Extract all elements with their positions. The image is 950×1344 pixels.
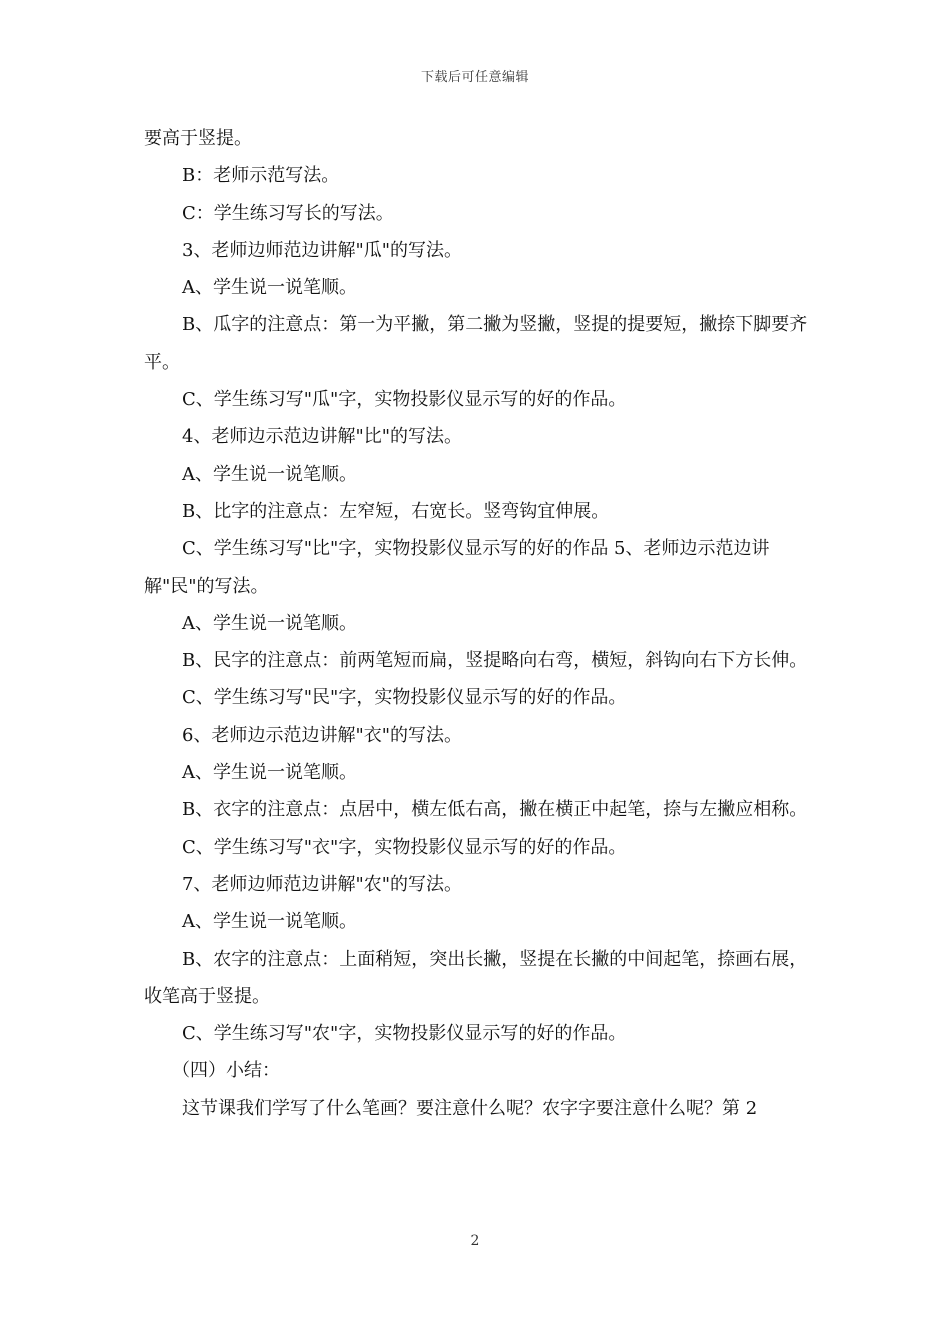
paragraph: 这节课我们学写了什么笔画？要注意什么呢？农字字要注意什么呢？第 2	[182, 1097, 758, 1119]
paragraph: B、农字的注意点：上面稍短，突出长撇，竖提在长撇的中间起笔，捺画右展，收笔高于竖提。	[144, 948, 808, 1007]
paragraph: C、学生练习写"民"字，实物投影仪显示写的好的作品。	[182, 687, 627, 709]
paragraph: C、学生练习写"衣"字，实物投影仪显示写的好的作品。	[182, 836, 627, 858]
paragraph: A、学生说一说笔顺。	[182, 612, 357, 634]
paragraph: B、瓜字的注意点：第一为平撇，第二撇为竖撇，竖提的提要短，撇捺下脚要齐平。	[144, 314, 808, 373]
paragraph: C、学生练习写"瓜"字，实物投影仪显示写的好的作品。	[182, 389, 627, 411]
paragraph: A、学生说一说笔顺。	[182, 277, 357, 299]
paragraph: B：老师示范写法。	[182, 165, 340, 187]
paragraph: C、学生练习写"农"字，实物投影仪显示写的好的作品。	[182, 1023, 627, 1045]
page-header: 下载后可任意编辑	[420, 70, 529, 85]
page-number: 2	[470, 1233, 480, 1249]
paragraph: B、比字的注意点：左窄短，右宽长。竖弯钩宜伸展。	[182, 500, 610, 522]
paragraph: 4、老师边示范边讲解"比"的写法。	[182, 426, 463, 448]
paragraph: 7、老师边师范边讲解"农"的写法。	[182, 873, 463, 895]
paragraph: A、学生说一说笔顺。	[182, 762, 357, 784]
paragraph: B、衣字的注意点：点居中，横左低右高，撇在横正中起笔，捺与左撇应相称。	[182, 799, 808, 821]
document-body	[144, 120, 808, 1127]
paragraph: 3、老师边师范边讲解"瓜"的写法。	[182, 239, 463, 261]
paragraph: 6、老师边示范边讲解"衣"的写法。	[182, 724, 463, 746]
paragraph: C：学生练习写长的写法。	[182, 202, 394, 224]
paragraph: B、民字的注意点：前两笔短而扁，竖提略向右弯，横短，斜钩向右下方长伸。	[182, 650, 808, 672]
paragraph: A、学生说一说笔顺。	[182, 463, 357, 485]
paragraph: 要高于竖提。	[144, 128, 252, 149]
paragraph: C、学生练习写"比"字，实物投影仪显示写的好的作品 5、老师边示范边讲解"民"的写法。	[144, 538, 770, 597]
paragraph: A、学生说一说笔顺。	[182, 911, 357, 933]
paragraph: （四）小结：	[172, 1060, 280, 1082]
